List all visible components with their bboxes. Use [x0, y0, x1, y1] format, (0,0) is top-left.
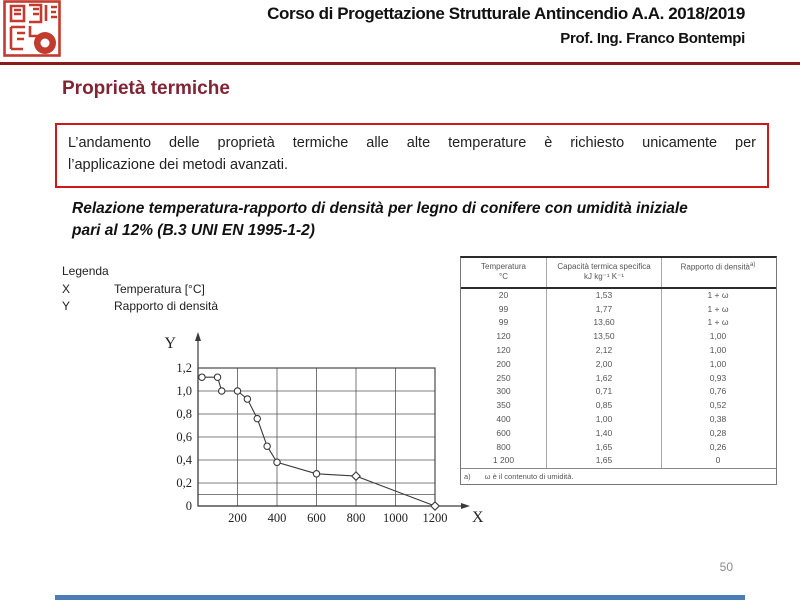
table-cell: 99	[461, 316, 547, 330]
table-header-specific-heat: Capacità termica specifica kJ kg⁻¹ K⁻¹	[547, 258, 662, 287]
svg-text:X: X	[472, 509, 484, 526]
svg-text:0: 0	[185, 499, 192, 513]
table-cell: 1,65	[547, 441, 662, 455]
density-temperature-chart	[150, 330, 495, 540]
table-cell: 1,00	[709, 344, 727, 355]
legend-label-y: Rapporto di densità	[114, 299, 219, 313]
svg-text:0,6: 0,6	[176, 430, 192, 444]
legend-item-y	[62, 299, 218, 313]
svg-text:400: 400	[267, 511, 287, 525]
figure-caption-line-1: Relazione temperatura-rapporto di densità per legno di conifere con umidità iniziale	[72, 200, 688, 217]
professor-name: Prof. Ing. Franco Bontempi	[560, 30, 745, 47]
table-header	[461, 258, 776, 289]
table-cell: 350	[461, 399, 547, 413]
svg-text:Y: Y	[164, 335, 176, 352]
svg-text:600: 600	[307, 511, 326, 525]
table-body	[461, 289, 776, 468]
table-cell: 99	[461, 303, 547, 317]
table-cell: 300	[461, 385, 547, 399]
svg-text:800: 800	[346, 511, 366, 525]
table-cell: 1,62	[547, 372, 662, 386]
legend-symbol-y: Y	[62, 299, 71, 313]
chart-legend	[62, 264, 218, 313]
table-cell: 0,28	[709, 427, 727, 438]
table-cell: 600	[461, 427, 547, 441]
table-cell: 1,53	[547, 289, 662, 303]
footer-bar	[55, 595, 745, 600]
table-cell: 200	[461, 358, 547, 372]
table-cell: 0,76	[709, 386, 727, 397]
legend-label-x: Temperatura [°C]	[114, 282, 205, 296]
figure-caption	[72, 198, 778, 241]
svg-text:1200: 1200	[422, 511, 448, 525]
highlight-box	[55, 123, 769, 188]
table-cell: 0,85	[547, 399, 662, 413]
table-cell: 400	[461, 413, 547, 427]
svg-text:0,2: 0,2	[176, 476, 192, 490]
table-cell: 13,50	[547, 330, 662, 344]
footnote-text: ω è il contenuto di umidità.	[484, 472, 574, 482]
table-cell: 2,12	[547, 344, 662, 358]
legend-title: Legenda	[62, 264, 109, 278]
header	[70, 4, 745, 47]
header-rule	[0, 62, 800, 65]
table-cell: 1 + ω	[707, 303, 729, 314]
table-cell: 0,26	[709, 441, 727, 452]
table-cell: 1,00	[709, 358, 727, 369]
seal-logo	[3, 0, 61, 57]
seal-icon	[3, 0, 61, 57]
table-cell: 20	[461, 289, 547, 303]
svg-text:0,8: 0,8	[176, 407, 192, 421]
table-cell: 0,52	[709, 400, 727, 411]
highlight-line-2: l’applicazione dei metodi avanzati.	[68, 157, 289, 174]
footnote-marker: a)	[464, 472, 471, 482]
legend-item-x	[62, 282, 218, 296]
svg-text:200: 200	[228, 511, 247, 525]
table-cell: 1 200	[461, 454, 547, 468]
table-cell: 250	[461, 372, 547, 386]
properties-table	[460, 256, 777, 485]
table-cell: 800	[461, 441, 547, 455]
table-cell: 1,65	[547, 454, 662, 468]
table-cell: 0,38	[709, 413, 727, 424]
course-title: Corso di Progettazione Strutturale Antincendio A.A. 2018/2019	[267, 4, 745, 23]
svg-text:0,4: 0,4	[176, 453, 192, 467]
table-cell: 1 + ω	[707, 289, 729, 300]
table-footnote	[461, 468, 776, 484]
svg-text:1,2: 1,2	[176, 361, 192, 375]
table-cell: 0,93	[709, 372, 727, 383]
table-cell: 0,71	[547, 385, 662, 399]
table-cell: 13,60	[547, 316, 662, 330]
table-cell: 1 + ω	[707, 317, 729, 328]
page-title: Proprietà termiche	[62, 78, 230, 99]
svg-text:1000: 1000	[383, 511, 408, 525]
table-cell: 1,77	[547, 303, 662, 317]
table-cell: 2,00	[547, 358, 662, 372]
table-header-density-ratio: Rapporto di densità$^{a)}$	[680, 262, 756, 272]
table-cell: 120	[461, 344, 547, 358]
table-cell: 120	[461, 330, 547, 344]
table-header-temperature: Temperatura °C	[461, 258, 547, 287]
table-cell: 0	[715, 455, 721, 466]
table-cell: 1,00	[547, 413, 662, 427]
page-number: 50	[719, 560, 733, 574]
svg-text:1,0: 1,0	[176, 384, 192, 398]
legend-symbol-x: X	[62, 282, 71, 296]
table-cell: 1,40	[547, 427, 662, 441]
figure-caption-line-2: pari al 12% (B.3 UNI EN 1995-1-2)	[72, 221, 315, 239]
table-cell: 1,00	[709, 331, 727, 342]
highlight-line-1: L’andamento delle proprietà termiche alle alte temperature è richiesto unicamente per	[68, 135, 756, 151]
